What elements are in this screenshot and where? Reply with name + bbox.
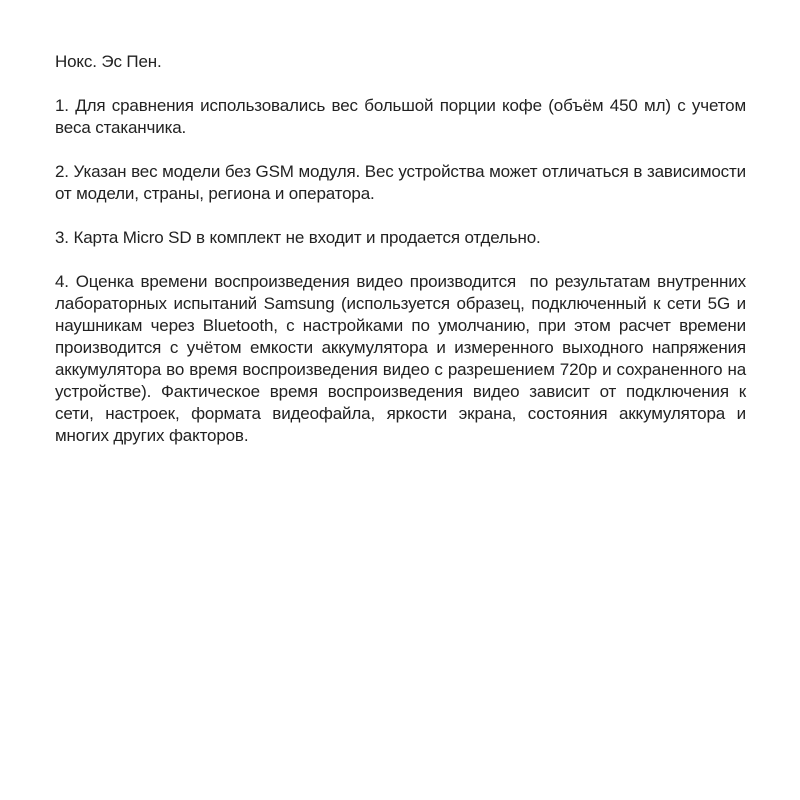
footnote-paragraph-4: 4. Оценка времени воспроизведения видео производится по результатам внутренних лабораторных испытаний Samsung (используется образец, подключенный к сети 5G и наушникам через Bluetooth, с настройками по умолчанию, при этом расчет времени производится с учётом емкости аккумулятора и измеренного выходного напряжения аккумулятора во время воспроизведения видео с разрешением 720p и сохраненного на устройстве). Фактическое время воспроизведения видео зависит от подключения к сети, настроек, формата видеофайла, яркости экрана, состояния аккумулятора и многих других факторов.	[55, 272, 751, 445]
footnote-paragraph-1: 1. Для сравнения использовались вес большой порции кофе (объём 450 мл) с учетом веса стаканчика.	[55, 96, 751, 137]
footnote-paragraph-3: 3. Карта Micro SD в комплект не входит и продается отдельно.	[55, 228, 541, 247]
document-title: Нокс. Эс Пен.	[55, 52, 162, 71]
footnotes-document	[55, 51, 751, 469]
footnote-paragraph-2: 2. Указан вес модели без GSM модуля. Вес устройства может отличаться в зависимости от модели, страны, региона и оператора.	[55, 162, 751, 203]
